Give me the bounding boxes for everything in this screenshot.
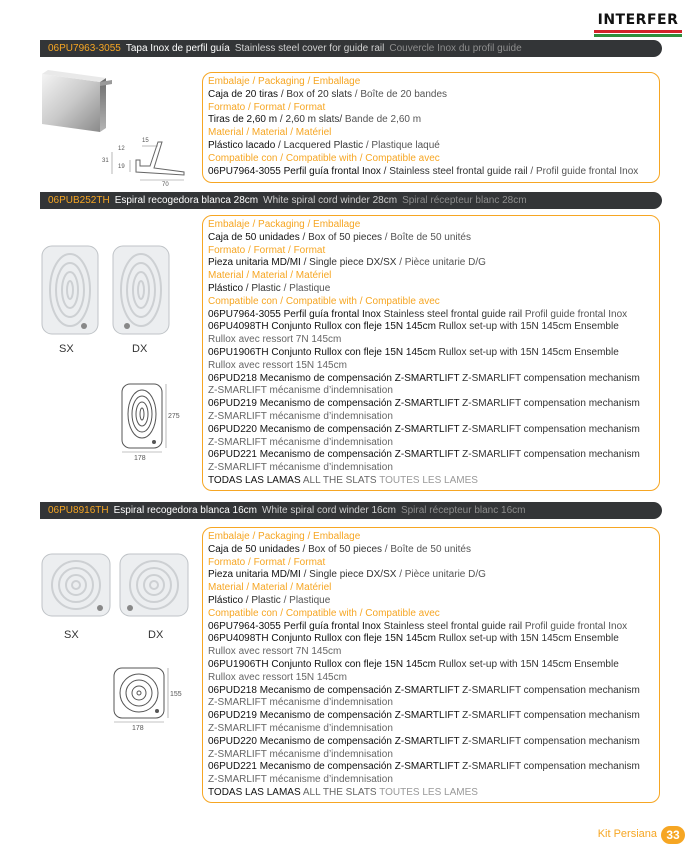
material-heading: Material / Material / Matériel <box>208 582 332 594</box>
dx-label: DX <box>132 343 148 355</box>
brand-logo <box>594 13 682 37</box>
title-fr: Spiral récepteur blanc 16cm <box>400 505 526 516</box>
section-header-3 <box>40 502 662 519</box>
compatible-item-note: Z-SMARLIFT mécanisme d’indemnisation <box>208 722 393 734</box>
compatible-item-note: Rullox avec ressort 7N 145cm <box>208 334 342 346</box>
dim-label: 15 <box>142 138 149 144</box>
packaging-heading: Embalaje / Packaging / Emballage <box>208 531 361 542</box>
dim-label: 178 <box>134 455 146 462</box>
compatible-item-note: Z-SMARLIFT mécanisme d’indemnisation <box>208 697 393 709</box>
compatible-item-note: Z-SMARLIFT mécanisme d’indemnisation <box>208 462 393 474</box>
compatible-item-note: Z-SMARLIFT mécanisme d’indemnisation <box>208 774 393 786</box>
dim-label: 155 <box>170 691 182 698</box>
compatible-item-note: Z-SMARLIFT mécanisme d’indemnisation <box>208 410 393 422</box>
sx-label: SX <box>64 629 79 641</box>
compatible-item: 06PUD218 Mecanismo de compensación Z-SMARTLIFT Z-SMARLIFT compensation mechanism <box>208 684 640 696</box>
compatible-item: 06PU1906TH Conjunto Rullox con fleje 15N 145cm Rullox set-up with 15N 145cm Ensemble <box>208 346 619 358</box>
compatible-item: 06PUD220 Mecanismo de compensación Z-SMARTLIFT Z-SMARLIFT compensation mechanism <box>208 735 640 747</box>
spiral-winder-28-drawing <box>118 380 190 464</box>
title-en: White spiral cord winder 16cm <box>262 505 396 516</box>
material-value: Plástico / Plastic / Plastique <box>208 594 331 606</box>
section-header-1 <box>40 40 662 57</box>
compatible-item: 06PUD218 Mecanismo de compensación Z-SMARTLIFT Z-SMARLIFT compensation mechanism <box>208 372 640 384</box>
product-code: 06PU7963-3055 <box>48 43 121 54</box>
dim-label: 19 <box>118 164 125 170</box>
title-en: White spiral cord winder 28cm <box>263 195 398 206</box>
compatible-item-note: Z-SMARLIFT mécanisme d’indemnisation <box>208 436 393 448</box>
dim-label: 12 <box>118 146 125 152</box>
compatible-item: TODAS LAS LAMAS ALL THE SLATS TOUTES LES LAMES <box>208 474 478 486</box>
material-heading: Material / Material / Matériel <box>208 270 332 282</box>
title-es: Espiral recogedora blanca 16cm <box>113 505 258 516</box>
compatible-item-note: Rullox avec ressort 7N 145cm <box>208 646 342 658</box>
dx-label: DX <box>148 629 164 641</box>
format-heading: Formato / Format / Format <box>208 101 326 113</box>
compatible-heading: Compatible con / Compatible with / Compatible avec <box>208 152 440 164</box>
compatible-item: 06PU4098TH Conjunto Rullox con fleje 15N 145cm Rullox set-up with 15N 145cm Ensemble <box>208 321 619 333</box>
compatible-item: 06PUD219 Mecanismo de compensación Z-SMARTLIFT Z-SMARLIFT compensation mechanism <box>208 398 640 410</box>
spiral-winder-16-photo-sx <box>40 552 112 618</box>
product-code: 06PU8916TH <box>48 505 109 516</box>
dim-label: 275 <box>168 413 180 420</box>
format-value: Tiras de 2,60 m / 2,60 m slats/ Bande de 2,60 m <box>208 114 422 126</box>
product-code: 06PUB252TH <box>48 195 110 206</box>
format-heading: Formato / Format / Format <box>208 244 326 256</box>
spiral-winder-28-photo-dx <box>111 244 171 336</box>
title-fr: Couvercle Inox du profil guide <box>389 43 522 54</box>
packaging-value: Caja de 20 tiras / Box of 20 slats / Boîte de 20 bandes <box>208 88 448 100</box>
format-value: Pieza unitaria MD/MI / Single piece DX/SX / Pièce unitarie D/G <box>208 257 486 269</box>
title-en: Stainless steel cover for guide rail <box>234 43 385 54</box>
compatible-item: 06PUD221 Mecanismo de compensación Z-SMARTLIFT Z-SMARLIFT compensation mechanism <box>208 449 640 461</box>
spiral-winder-16-drawing <box>110 664 190 736</box>
compatible-item: 06PU4098TH Conjunto Rullox con fleje 15N 145cm Rullox set-up with 15N 145cm Ensemble <box>208 633 619 645</box>
spiral-winder-28-photo-sx <box>40 244 100 336</box>
info-box-3 <box>202 527 660 803</box>
compatible-item-note: Rullox avec ressort 15N 145cm <box>208 671 347 683</box>
compatible-item: 06PU7964-3055 Perfil guía frontal Inox / Stainless steel frontal guide rail / Profil guide frontal Inox <box>208 165 639 177</box>
page-footer <box>580 826 685 844</box>
compatible-item-note: Z-SMARLIFT mécanisme d’indemnisation <box>208 748 393 760</box>
title-fr: Spiral récepteur blanc 28cm <box>402 195 527 206</box>
compatible-item: 06PUD219 Mecanismo de compensación Z-SMARTLIFT Z-SMARLIFT compensation mechanism <box>208 710 640 722</box>
compatible-item: 06PU7964-3055 Perfil guía frontal Inox Stainless steel frontal guide rail Profil guide frontal Inox <box>208 308 628 320</box>
brand-logo-text: INTERFER <box>597 12 679 28</box>
compatible-item: TODAS LAS LAMAS ALL THE SLATS TOUTES LES LAMES <box>208 786 478 798</box>
compatible-item-note: Rullox avec ressort 15N 145cm <box>208 359 347 371</box>
page-number: 33 <box>661 826 685 844</box>
spiral-winder-16-photo-dx <box>118 552 190 618</box>
info-box-2 <box>202 215 660 491</box>
guide-rail-profile-drawing <box>100 132 192 186</box>
compatible-item: 06PU7964-3055 Perfil guía frontal Inox Stainless steel frontal guide rail Profil guide frontal Inox <box>208 620 628 632</box>
dim-label: 31 <box>102 158 109 164</box>
packaging-value: Caja de 50 unidades / Box of 50 pieces / Boîte de 50 unités <box>208 543 471 555</box>
material-value: Plástico lacado / Lacquered Plastic / Plastique laqué <box>208 139 440 151</box>
logo-green-stripe <box>594 34 682 37</box>
compatible-item: 06PUD221 Mecanismo de compensación Z-SMARTLIFT Z-SMARLIFT compensation mechanism <box>208 761 640 773</box>
logo-red-stripe <box>594 30 682 33</box>
sx-label: SX <box>59 343 74 355</box>
packaging-value: Caja de 50 unidades / Box of 50 pieces / Boîte de 50 unités <box>208 231 471 243</box>
dim-label: 178 <box>132 725 144 732</box>
dim-label: 70 <box>162 182 169 186</box>
compatible-item: 06PU1906TH Conjunto Rullox con fleje 15N 145cm Rullox set-up with 15N 145cm Ensemble <box>208 658 619 670</box>
footer-title: Kit Persiana <box>597 828 657 840</box>
compatible-item: 06PUD220 Mecanismo de compensación Z-SMARTLIFT Z-SMARLIFT compensation mechanism <box>208 423 640 435</box>
section-header-2 <box>40 192 662 209</box>
material-heading: Material / Material / Matériel <box>208 127 332 139</box>
packaging-heading: Embalaje / Packaging / Emballage <box>208 76 361 87</box>
compatible-heading: Compatible con / Compatible with / Compatible avec <box>208 607 440 619</box>
title-es: Espiral recogedora blanca 28cm <box>114 195 259 206</box>
guide-rail-cover-image <box>40 60 120 142</box>
format-value: Pieza unitaria MD/MI / Single piece DX/SX / Pièce unitarie D/G <box>208 569 486 581</box>
compatible-item-note: Z-SMARLIFT mécanisme d’indemnisation <box>208 385 393 397</box>
format-heading: Formato / Format / Format <box>208 556 326 568</box>
info-box-1 <box>202 72 660 183</box>
title-es: Tapa Inox de perfil guía <box>125 43 230 54</box>
compatible-heading: Compatible con / Compatible with / Compatible avec <box>208 295 440 307</box>
packaging-heading: Embalaje / Packaging / Emballage <box>208 219 361 230</box>
material-value: Plástico / Plastic / Plastique <box>208 282 331 294</box>
